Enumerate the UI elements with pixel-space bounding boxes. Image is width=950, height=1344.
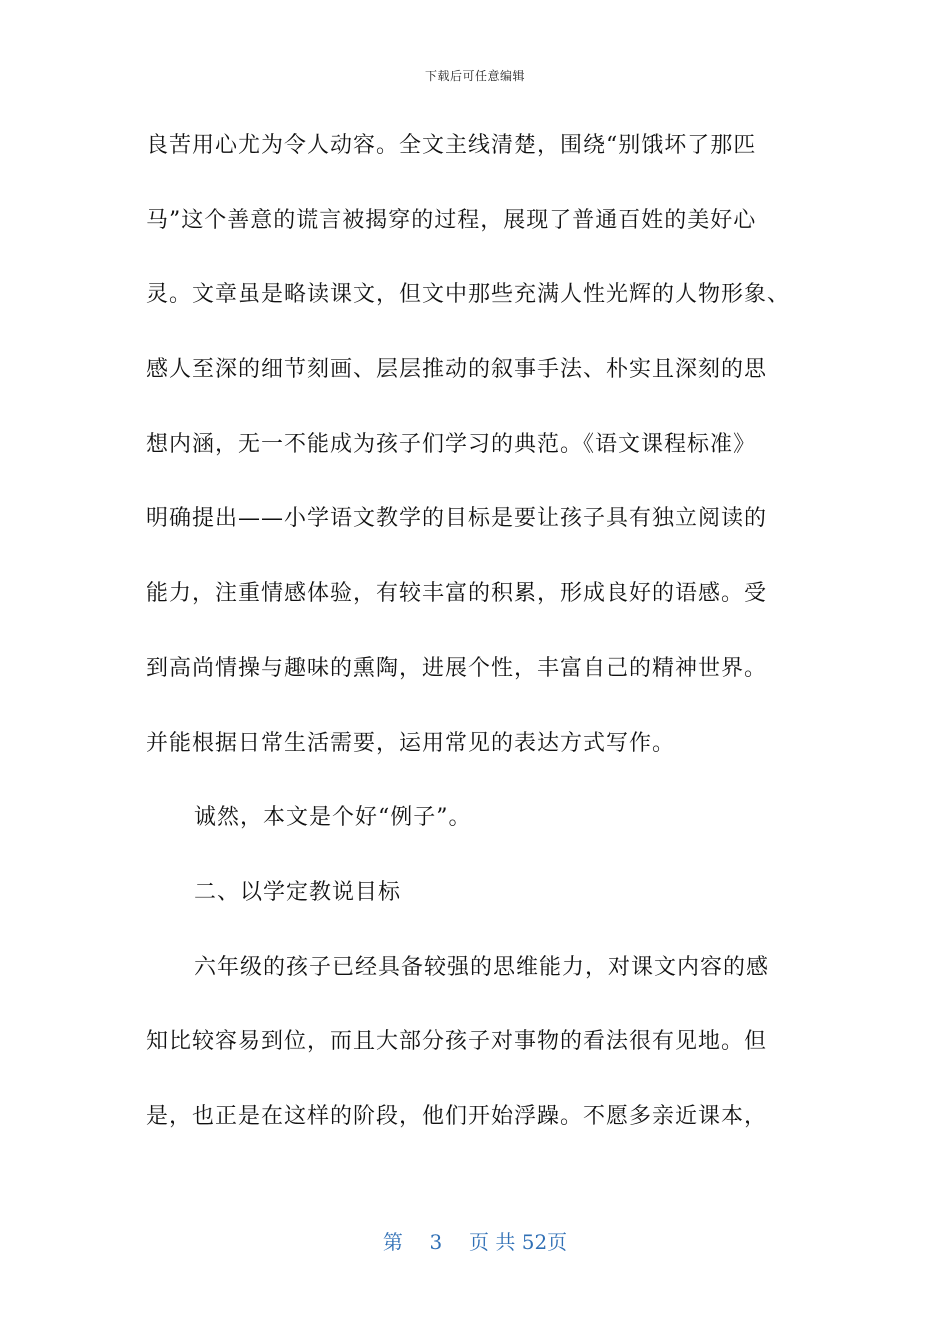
body-line: 明确提出——小学语文教学的目标是要让孩子具有独立阅读的 [146,506,768,532]
body-line: 感人至深的细节刻画、层层推动的叙事手法、朴实且深刻的思 [146,357,768,383]
section-heading: 二、以学定教说目标 [194,879,402,905]
body-line: 马”这个善意的谎言被揭穿的过程，展现了普通百姓的美好心 [146,207,757,233]
footer-label-page: 第 [382,1230,403,1254]
current-page-number: 3 [429,1230,443,1254]
body-line: 并能根据日常生活需要，运用常见的表达方式写作。 [146,730,676,756]
body-line: 到高尚情操与趣味的熏陶，进展个性，丰富自己的精神世界。 [146,655,768,681]
body-line: 能力，注重情感体验，有较丰富的积累，形成良好的语感。受 [146,581,768,607]
body-line: 诚然，本文是个好“例子”。 [194,805,472,831]
body-line: 想内涵，无一不能成为孩子们学习的典范。《语文课程标准》 [146,431,757,457]
body-line: 灵。文章虽是略读课文，但文中那些充满人性光辉的人物形象、 [146,282,791,308]
body-line: 六年级的孩子已经具备较强的思维能力，对课文内容的感 [194,954,770,980]
footer-label-of: 页 共 [469,1230,516,1254]
body-line: 是，也正是在这样的阶段，他们开始浮躁。不愿多亲近课本， [146,1103,768,1129]
body-line: 良苦用心尤为令人动容。全文主线清楚，围绕“别饿坏了那匹 [146,133,757,158]
page-footer [0,1226,950,1255]
body-text [146,124,806,1170]
body-line: 知比较容易到位，而且大部分孩子对事物的看法很有见地。但 [146,1029,768,1055]
header-note: 下载后可任意编辑 [424,69,525,83]
total-pages: 52页 [521,1230,568,1254]
